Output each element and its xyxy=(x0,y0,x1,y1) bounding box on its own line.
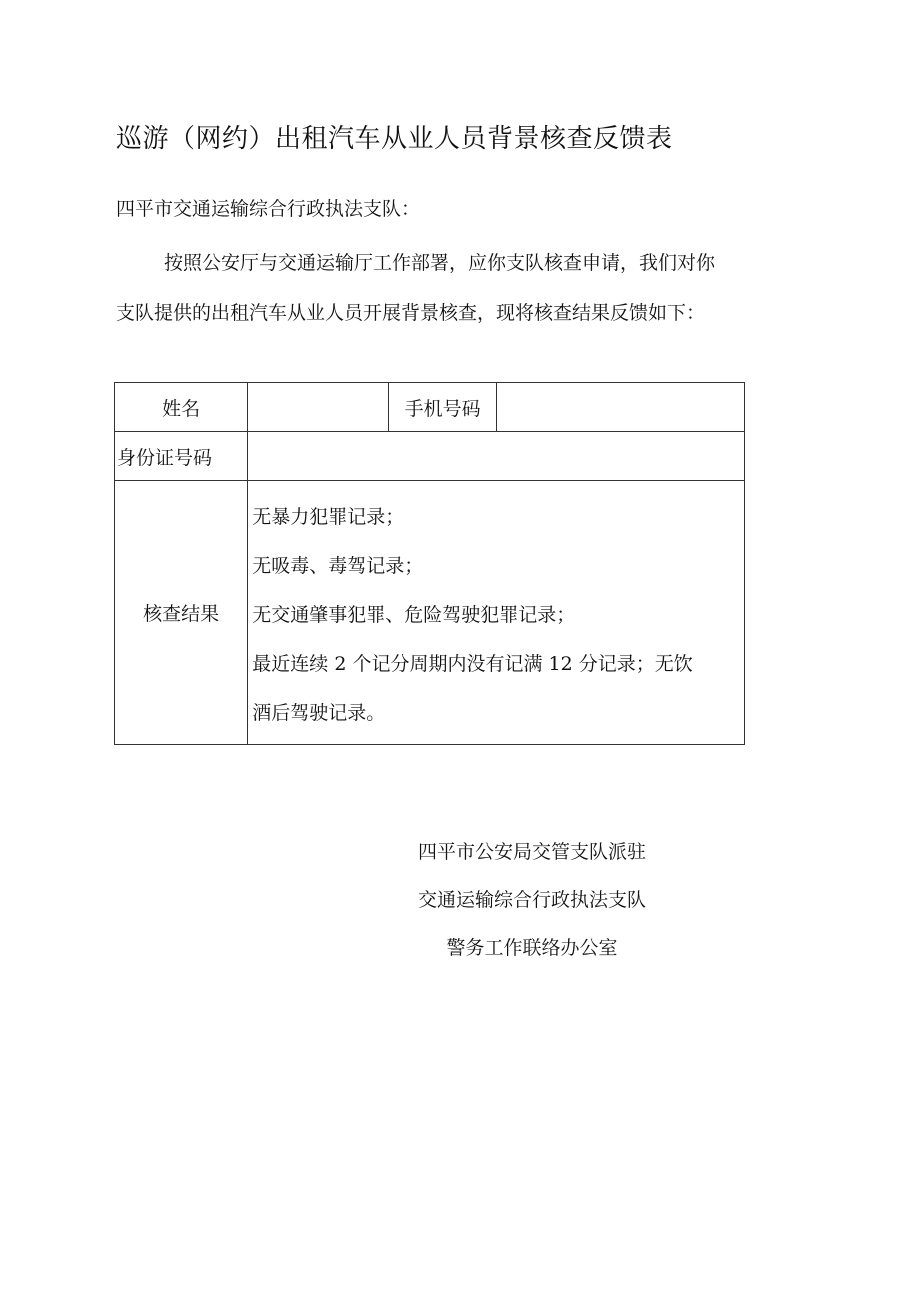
body-line: 按照公安厅与交通运输厅工作部署，应你支队核查申请，我们对你 xyxy=(164,252,716,274)
signature-line: 交通运输综合行政执法支队 xyxy=(417,889,646,911)
result-item: 最近连续 2 个记分周期内没有记满 12 分记录；无饮 xyxy=(252,653,693,675)
result-item: 无吸毒、毒驾记录； xyxy=(252,555,424,577)
body-paragraph xyxy=(116,238,806,338)
form-row-id xyxy=(115,432,745,481)
document-title: 巡游（网约）出租汽车从业人员背景核查反馈表 xyxy=(116,124,673,154)
signature-line: 警务工作联络办公室 xyxy=(446,937,618,959)
name-value-cell[interactable] xyxy=(248,383,389,432)
result-item: 无暴力犯罪记录； xyxy=(252,506,405,528)
result-item: 酒后驾驶记录。 xyxy=(252,702,386,724)
id-number-label: 身份证号码 xyxy=(115,432,248,481)
addressee-line: 四平市交通运输综合行政执法支队： xyxy=(116,198,421,220)
signature-line: 四平市公安局交管支队派驻 xyxy=(417,841,646,863)
result-item: 无交通肇事犯罪、危险驾驶犯罪记录； xyxy=(252,604,576,626)
background-check-form xyxy=(114,382,745,745)
phone-value-cell[interactable] xyxy=(497,383,745,432)
body-line: 支队提供的出租汽车从业人员开展背景核查，现将核查结果反馈如下： xyxy=(116,302,706,324)
result-label: 核查结果 xyxy=(115,481,248,745)
id-number-value-cell[interactable] xyxy=(248,432,745,481)
signature-block xyxy=(402,828,662,972)
name-label: 姓名 xyxy=(115,383,248,432)
phone-label: 手机号码 xyxy=(389,383,497,432)
form-row-result xyxy=(115,481,745,745)
form-row-name-phone xyxy=(115,383,745,432)
result-content-cell xyxy=(248,481,745,745)
